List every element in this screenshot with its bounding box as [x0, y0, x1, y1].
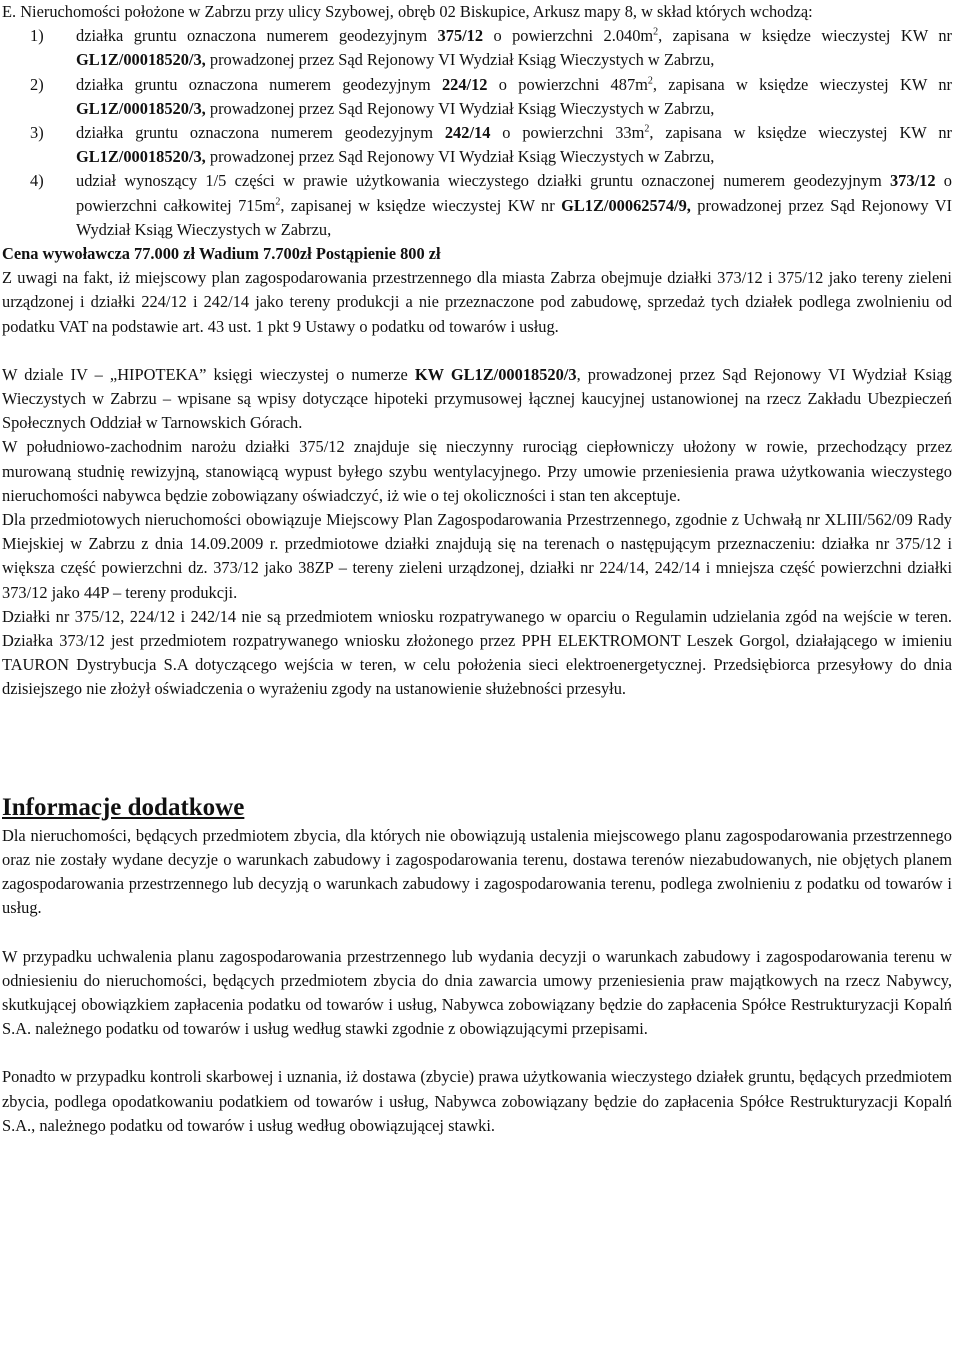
spacer [2, 921, 952, 945]
list-item [2, 73, 952, 121]
land-register-number: GL1Z/00018520/3, [76, 50, 206, 70]
spacer [2, 339, 952, 363]
spacer [2, 1041, 952, 1065]
list-item-number: 4) [30, 171, 44, 191]
parcel-number: 242/14 [444, 123, 491, 143]
property-list [2, 24, 952, 242]
list-item-text: działka gruntu oznaczona numerem geodezyjnym 375/12 o powierzchni $2.040m^2$, zapisana w księdze wieczystej KW nr GL1Z/00018520/3, prowadzonej przez Sąd Rejonowy VI Wydział Ksiąg Wieczystych w Zabrzu, [76, 26, 952, 70]
zoning-plan-paragraph: Dla przedmiotowych nieruchomości obowiązuje Miejscowy Plan Zagospodarowania Przestrzennego, zgodnie z Uchwałą nr XLIII/562/09 Rady Miejskiej w Zabrzu z dnia 14.09.2009 r. przedmiotowe działki znajdują się na terenach o następującym przeznaczeniu: działka nr 375/12 i większa część powierzchni dz. 373/12 jako 38ZP – tereny zieleni urządzonej, działki nr 224/14, 242/14 i mniejsza część powierzchni działki 373/12 jako 44P – tereny produkcji. [2, 510, 952, 602]
site-access-paragraph: Działki nr 375/12, 224/12 i 242/14 nie są przedmiotem wniosku rozpatrywanego w oparciu o Regulamin udzielania zgód na wejście w teren. Działka 373/12 jest przedmiotem rozpatrywanego wniosku złożonego przez PPH ELEKTROMONT Leszek Gorgol, działającego w imieniu TAURON Dystrybucja S.A dotyczącego wejścia w teren, w celu położenia sieci elektroenergetycznej. Przedsiębiorca przesyłowy do dnia dzisiejszego nie złożył oświadczenia o wyrażeniu zgody na ustanowienie służebności przesyłu. [2, 606, 952, 699]
list-item-number: 3) [30, 123, 44, 143]
list-item [2, 121, 952, 169]
list-item [2, 24, 952, 72]
additional-info-paragraph-1: Dla nieruchomości, będących przedmiotem zbycia, dla których nie obowiązują ustalenia miejscowego planu zagospodarowania przestrzennego oraz nie zostały wydane decyzje o warunkach zabudowy i zagospodarowania terenu, dostawa terenów niezabudowanych, nie objętych planem zagospodarowania przestrzennego lub decyzją o warunkach zabudowy i zagospodarowania terenu, podlega zwolnieniu z podatku od towarów i usług. [2, 825, 952, 918]
list-item-text: udział wynoszący 1/5 części w prawie użytkowania wieczystego działki gruntu oznaczonej numerem geodezyjnym 373/12 o powierzchni całkowitej $715m^2$, zapisanej w księdze wieczystej KW nr GL1Z/00062574/9, prowadzonej przez Sąd Rejonowy VI Wydział Ksiąg Wieczystych w Zabrzu, [76, 171, 952, 239]
additional-info-paragraph-3: Ponadto w przypadku kontroli skarbowej i uznania, iż dostawa (zbycie) prawa użytkowania wieczystego działek gruntu, będących przedmiotem zbycia, podlega opodatkowaniu podatkiem od towarów i usług, Nabywca zobowiązany będzie do zapłacenia Spółce Restrukturyzacji Kopalń S.A., należnego podatku od towarów i usług według obowiązującej stawki. [2, 1067, 952, 1135]
spacer [2, 702, 952, 786]
list-item-text: działka gruntu oznaczona numerem geodezyjnym 242/14 o powierzchni $33m^2$, zapisana w księdze wieczystej KW nr GL1Z/00018520/3, prowadzonej przez Sąd Rejonowy VI Wydział Ksiąg Wieczystych w Zabrzu, [76, 123, 952, 167]
mortgage-paragraph: W dziale IV – „HIPOTEKA” księgi wieczystej o numerze KW GL1Z/00018520/3, prowadzonej przez Sąd Rejonowy VI Wydział Ksiąg Wieczystych w Zabrzu – wpisane są wpisy dotyczące hipoteki przymusowej łącznej kaucyjnej ustanowionej na rzecz Zakładu Ubezpieczeń Społecznych Oddział w Tarnowskich Górach. [2, 364, 952, 433]
price-line: Cena wywoławcza 77.000 zł Wadium 7.700zł Postąpienie 800 zł [2, 244, 441, 264]
list-item-number: 1) [30, 26, 44, 46]
vat-paragraph: Z uwagi na fakt, iż miejscowy plan zagospodarowania przestrzennego dla miasta Zabrza obejmuje działki 373/12 i 375/12 jako tereny zieleni urządzonej i działki 224/12 i 242/14 jako tereny produkcji a nie przeznaczone pod zabudowę, sprzedaż tych działek podlega zwolnieniu od podatku VAT na podstawie art. 43 ust. 1 pkt 9 Ustawy o podatku od towarów i usług. [2, 268, 952, 336]
parcel-number: 373/12 [889, 171, 936, 191]
land-register-number: GL1Z/00062574/9, [561, 195, 691, 215]
section-e-intro: E. Nieruchomości położone w Zabrzu przy ulicy Szybowej, obręb 02 Biskupice, Arkusz mapy 8, w skład których wchodzą: [2, 2, 813, 21]
list-item [2, 169, 952, 242]
land-register-number: GL1Z/00018520/3, [76, 98, 206, 118]
list-item-number: 2) [30, 74, 44, 94]
list-item-text: działka gruntu oznaczona numerem geodezyjnym 224/12 o powierzchni $487m^2$, zapisana w księdze wieczystej KW nr GL1Z/00018520/3, prowadzonej przez Sąd Rejonowy VI Wydział Ksiąg Wieczystych w Zabrzu, [76, 74, 952, 118]
land-register-number: GL1Z/00018520/3, [76, 147, 206, 167]
pipeline-paragraph: W południowo-zachodnim narożu działki 375/12 znajduje się nieczynny rurociąg ciepłowniczy ułożony w rowie, przechodzący przez murowaną studnię rewizyjną, stanowiącą wypust byłego szybu wentylacyjnego. Przy umowie przeniesienia prawa użytkowania wieczystego nieruchomości nabywca będzie zobowiązany oświadczyć, iż wie o tej okoliczności i stan ten akceptuje. [2, 437, 952, 505]
additional-info-paragraph-2: W przypadku uchwalenia planu zagospodarowania przestrzennego lub wydania decyzji o warunkach zabudowy i zagospodarowania terenu w odniesieniu do nieruchomości, będących przedmiotem zbycia do dnia zawarcia umowy przeniesienia praw majątkowych na rzecz Nabywcy, skutkującej obowiązkiem zapłacenia podatku od towarów i usług, Nabywca zobowiązany będzie do zapłacenia Spółce Restrukturyzacji Kopalń S.A. należnego podatku od towarów i usług według stawki zgodnie z obowiązującymi przepisami. [2, 946, 952, 1039]
parcel-number: 375/12 [437, 26, 484, 46]
additional-info-heading: Informacje dodatkowe [2, 793, 245, 821]
mortgage-register-number: KW GL1Z/00018520/3 [414, 364, 577, 384]
parcel-number: 224/12 [441, 74, 488, 94]
